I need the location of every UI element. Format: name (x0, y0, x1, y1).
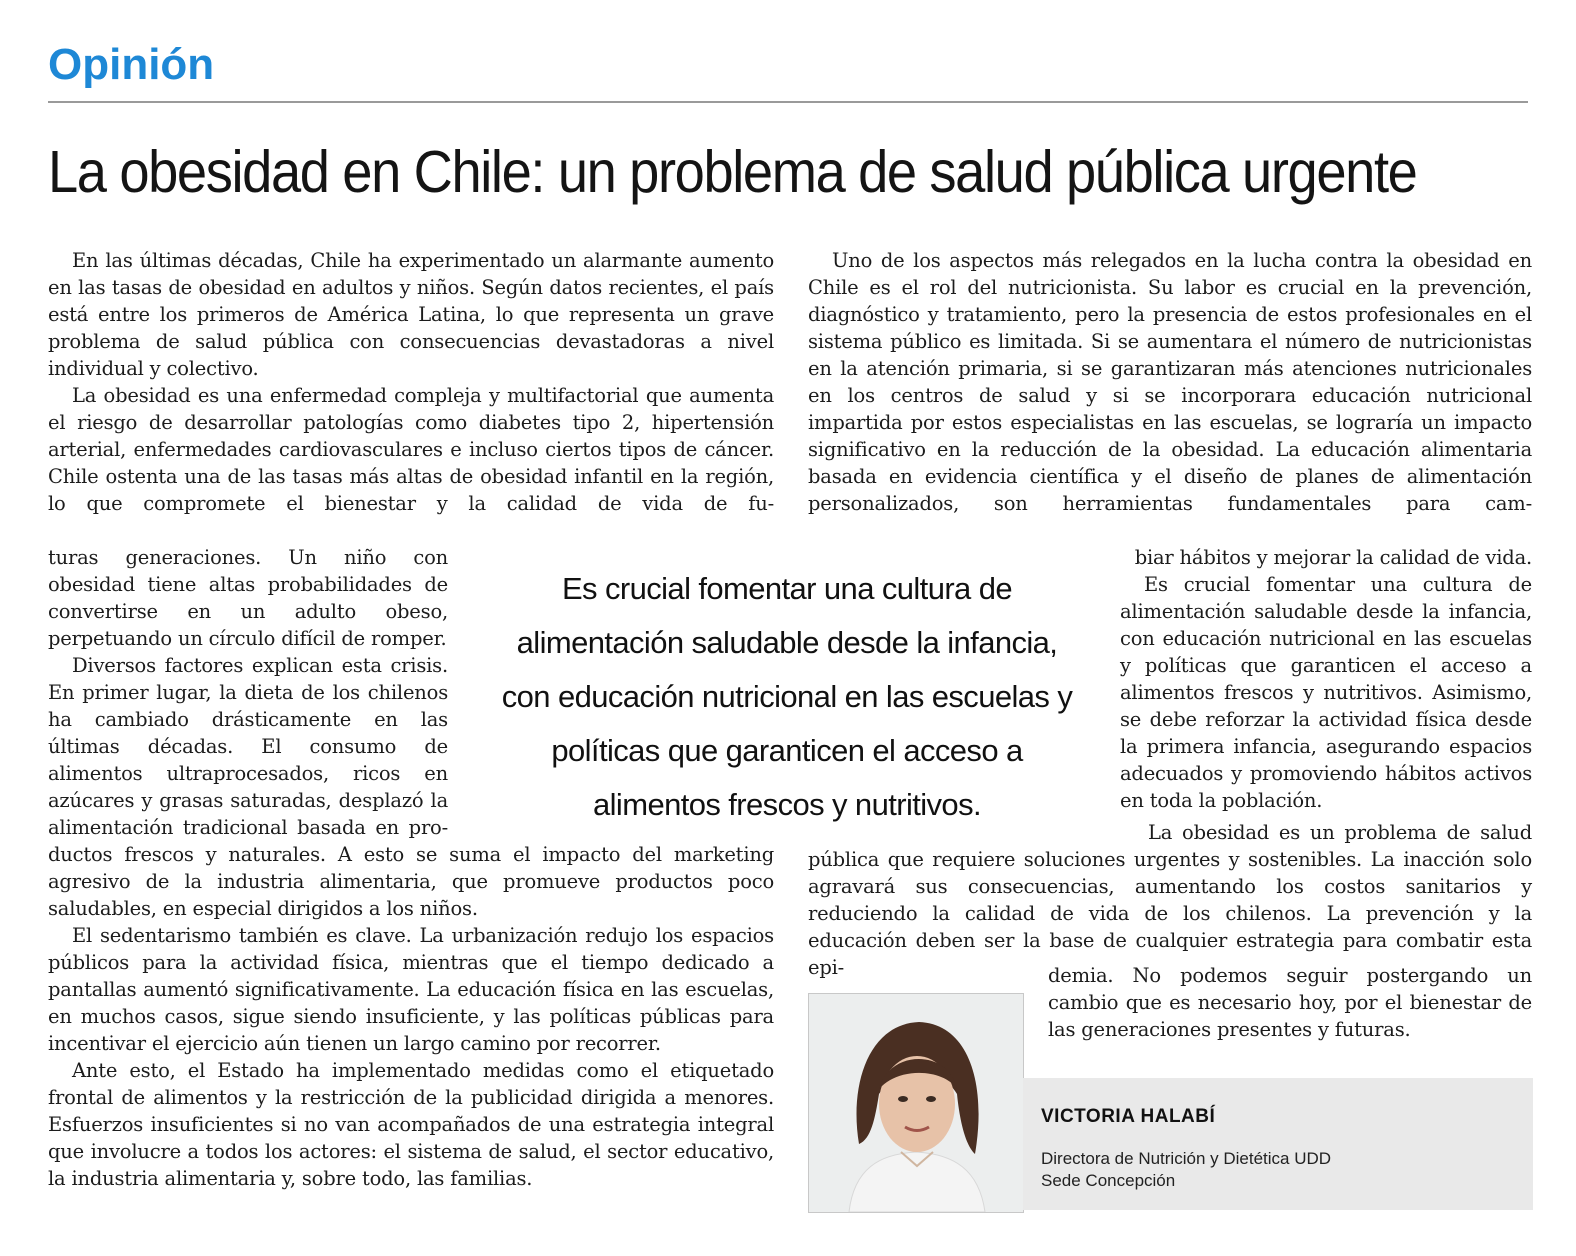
column-right-top (808, 247, 1532, 517)
column-left-top (48, 247, 774, 517)
author-role-line: Directora de Nutrición y Dietética UDD (1041, 1149, 1332, 1168)
section-label: Opinión (48, 40, 215, 89)
paragraph: La obesidad es una enfermedad compleja y multifactorial que aumenta el riesgo de desarrollar patologías como diabetes tipo 2, hipertensión arterial, enfermedades cardiovasculares e incluso ciertos tipos de cáncer. Chile ostenta una de las tasas más altas de obesidad infantil en la región, lo que compromete el bienestar y la calidad de vida de fu- (48, 384, 774, 515)
author-role (1041, 1148, 1331, 1192)
column-right-tail (1048, 962, 1532, 1043)
paragraph: Diversos factores explican esta crisis. En primer lugar, la dieta de los chilenos ha cambiado drásticamente en las últimas décadas. El consumo de alimentos ultraprocesados, ricos en azúcares y grasas saturadas, desplazó la alimentación tradicional basada en pro- (48, 654, 448, 839)
author-photo (808, 993, 1024, 1213)
section-divider (48, 101, 1528, 103)
paragraph: El sedentarismo también es clave. La urbanización redujo los espacios públicos para la actividad física, mientras que el tiempo dedicado a pantallas aumentó significativamente. La educación física en las escuelas, en muchos casos, sigue siendo insuficiente, y las políticas públicas para incentivar el ejercicio aún tienen un largo camino por recorrer. (48, 924, 774, 1055)
author-name: VICTORIA HALABÍ (1041, 1106, 1216, 1127)
column-left-bottom (48, 841, 774, 1192)
paragraph: Ante esto, el Estado ha implementado medidas como el etiquetado frontal de alimentos y la restricción de la publicidad dirigida a menores. Esfuerzos insuficientes si no van acompañados de una estrategia integral que involucre a todos los actores: el sistema de salud, el sector educativo, la industria alimentaria y, sobre todo, las familias. (48, 1059, 774, 1190)
author-portrait-illustration (809, 994, 1023, 1212)
column-right-narrow (1120, 544, 1532, 814)
paragraph: demia. No podemos seguir postergando un cambio que es necesario hoy, por el bienestar de las generaciones presentes y futuras. (1048, 964, 1532, 1041)
paragraph: Es crucial fomentar una cultura de alimentación saludable desde la infancia, con educación nutricional en las escuelas y políticas que garanticen el acceso a alimentos frescos y nutritivos. Asimismo, se debe reforzar la actividad física desde la primera infancia, asegurando espacios adecuados y promoviendo hábitos activos en toda la población. (1120, 573, 1532, 812)
page-title: La obesidad en Chile: un problema de salud pública urgente (48, 139, 1417, 205)
paragraph: ductos frescos y naturales. A esto se suma el impacto del marketing agresivo de la industria alimentaria, que promueve productos poco saludables, en especial dirigidos a los niños. (48, 843, 774, 920)
paragraph: La obesidad es un problema de salud pública que requiere soluciones urgentes y sostenibles. La inacción solo agravará sus consecuencias, aumentando los costos sanitarios y reduciendo la calidad de vida de los chilenos. La prevención y la educación deben ser la base de cualquier estrategia para combatir esta epi- (808, 821, 1532, 979)
paragraph: biar hábitos y mejorar la calidad de vida. (1134, 546, 1532, 569)
column-left-narrow (48, 544, 448, 841)
author-role-line: Sede Concepción (1041, 1171, 1176, 1190)
paragraph: turas generaciones. Un niño con obesidad tiene altas probabilidades de convertirse en un adulto obeso, perpetuando un círculo difícil de romper. (48, 546, 448, 650)
author-box (1023, 1078, 1533, 1210)
pull-quote: Es crucial fomentar una cultura de alimentación saludable desde la infancia, con educación nutricional en las escuelas y políticas que garanticen el acceso a alimentos frescos y nutritivos. (501, 571, 1073, 822)
column-right-mid (808, 819, 1532, 981)
paragraph: Uno de los aspectos más relegados en la lucha contra la obesidad en Chile es el rol del nutricionista. Su labor es crucial en la prevención, diagnóstico y tratamiento, pero la presencia de estos profesionales en el sistema público es limitada. Si se aumentara el número de nutricionistas en la atención primaria, si se garantizaran más atenciones nutricionales en los centros de salud y si se incorporara educación nutricional impartida por estos especialistas en las escuelas, se lograría un impacto significativo en la reducción de la obesidad. La educación alimentaria basada en evidencia científica y el diseño de planes de alimentación personalizados, son herramientas fundamentales para cam- (808, 249, 1532, 515)
paragraph: En las últimas décadas, Chile ha experimentado un alarmante aumento en las tasas de obesidad en adultos y niños. Según datos recientes, el país está entre los primeros de América Latina, lo que representa un grave problema de salud pública con consecuencias devastadoras a nivel individual y colectivo. (48, 249, 774, 380)
